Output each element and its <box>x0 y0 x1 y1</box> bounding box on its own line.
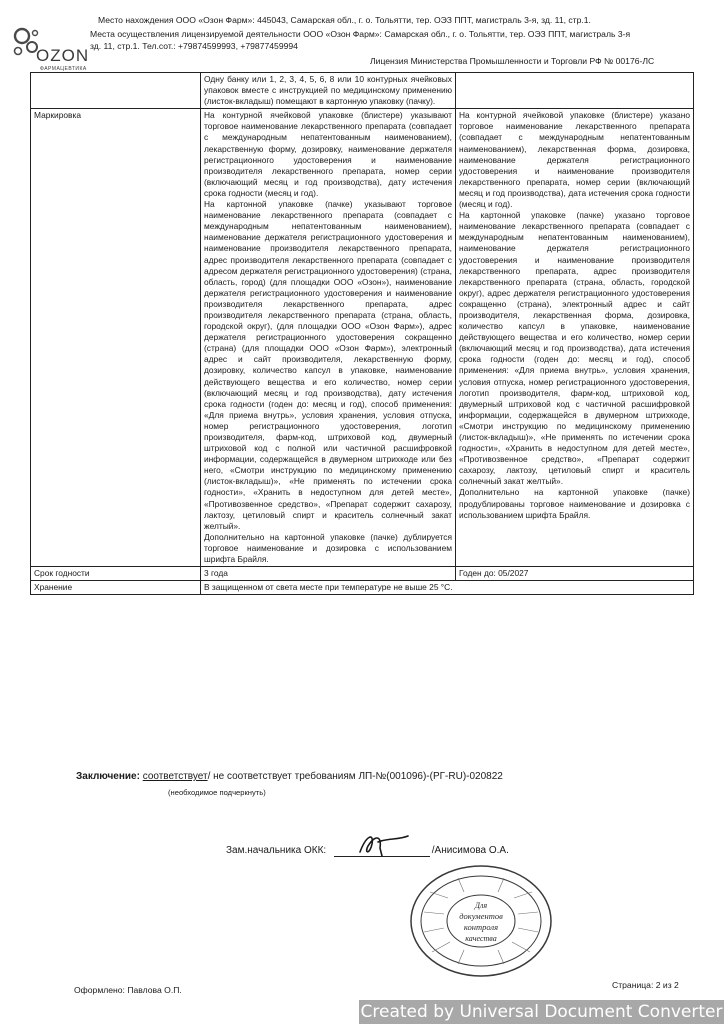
storage-label: Хранение <box>31 581 201 595</box>
marking-spec-paragraph: На контурной ячейковой упаковке (блистере) указывают торговое наименование лекарственного препарата (совпадает с международным непатентованным наименованием), лекарственную форму, дозировку, наименование держателя регистрационного удостоверения и наименование производителя лекарственного препарата, номер серии (включающий месяц и год производства), дату истечения срока годности (месяц и год). <box>204 110 452 198</box>
stamp-text-line: контроля <box>463 922 499 932</box>
packaging-spec-cell <box>201 73 456 109</box>
marking-actual-cell <box>456 109 694 567</box>
prepared-by: Оформлено: Павлова О.П. <box>74 985 182 995</box>
marking-actual-paragraph: Дополнительно на картонной упаковке (пачке) продублированы торговое наименование и дозировка с использованием шрифта Брайля. <box>459 487 690 520</box>
marking-actual-paragraph: На картонной упаковке (пачке) указано торговое наименование лекарственного препарата (совпадает с международным непатентованным наименованием), наименование держателя регистрационного удостоверения и наименование производителя лекарственного препарата, адрес производителя лекарственного препарата (страна, область, городской округ), адрес держателя регистрационного удостоверения сокращенно (страна), электронный адрес и сайт производителя, лекарственная форма, дозировка, количество капсул в упаковке, наименование действующего вещества и его количество, номер серии (включающий месяц и год производства), дата истечения срока годности (годен до: месяц и год), способ применения: «Для приема внутрь», условия хранения, условия отпуска, номер регистрационного удостоверения, логотип производителя, фарм-код, штриховой код, двумерный штриховой код с частичной расшифровкой информации, содержащейся в двумерном штрихкоде, «Смотри инструкцию по медицинскому применению (листок-вкладыш)», «Не применять по истечении срока годности», «Хранить в недоступном для детей месте», «Противозвенное средство», «Препарат содержит сахарозу, лактозу, цетиловый спирт и краситель солнечный закат желтый». <box>459 210 690 487</box>
specification-table <box>30 72 694 595</box>
signature-role: Зам.начальника ОКК: <box>226 845 327 856</box>
conclusion-hint: (необходимое подчеркнуть) <box>168 788 266 797</box>
handwritten-signature <box>352 826 412 860</box>
logo-subtitle: ФАРМАЦЕВТИКА <box>40 66 87 72</box>
stamp-text-line: качества <box>465 934 497 943</box>
table-row-storage <box>31 581 694 595</box>
marking-actual-paragraph: На контурной ячейковой упаковке (блистере) указано торговое наименование лекарственного препарата (совпадает с международным непатентованным наименованием), лекарственная форма, дозировка, наименование держателя регистрационного удостоверения и наименование производителя лекарственного препарата, номер серии (включающий месяц и год производства), дата истечения срока годности (месяц и год). <box>459 110 690 210</box>
conclusion-rest: / не соответствует требованиям ЛП-№(001096)-(РГ-RU)-020822 <box>207 771 503 782</box>
stamp-text-line: Для <box>474 901 488 910</box>
packaging-spec-text: Одну банку или 1, 2, 3, 4, 5, 6, 8 или 10 контурных ячейковых упаковок вместе с инструкцией по медицинскому применению (листок-вкладыш) помещают в картонную упаковку (пачку). <box>204 74 452 107</box>
shelf-life-spec: 3 года <box>201 567 456 581</box>
page-number: Страница: 2 из 2 <box>612 980 679 990</box>
marking-spec-cell <box>201 109 456 567</box>
shelf-life-actual: Годен до: 05/2027 <box>456 567 694 581</box>
converter-watermark-banner: Created by Universal Document Converter <box>360 1002 723 1022</box>
marking-spec-paragraph: Дополнительно на картонной упаковке (пачке) дублируется торговое наименование и дозировка с использованием шрифта Брайля. <box>204 531 452 565</box>
marking-label: Маркировка <box>31 109 201 567</box>
signature-name: /Анисимова О.А. <box>431 845 509 856</box>
marking-spec-paragraph: На картонной упаковке (пачке) указывают торговое наименование лекарственного препарата (совпадает с международным непатентованным наименованием), наименование держателя регистрационного удостоверения и наименование производителя лекарственного препарата, адрес производителя лекарственного препарата (совпадает с адресом держателя регистрационного удостоверения) (страна, область, город) (для площадки ООО «Озон»), наименование держателя регистрационного удостоверения и наименование производителя лекарственного препарата, адрес производителя лекарственного препарата (страна, область, городской округ), (для площадки ООО «Озон Фарм»), адрес держателя регистрационного удостоверения сокращенно (страна) (для площадки ООО «Озон Фарм»), электронный адрес и сайт производителя, лекарственную форму, дозировку, количество капсул в упаковке, наименование действующего вещества и его количество, номер серии (включающий месяц и год производства), дату истечения срока годности (годен до: месяц и год), способ применения: «Для приема внутрь», условия хранения, условия отпуска, номер регистрационного удостоверения, логотип производителя, фарм-код, штриховой код, двумерный штриховой код с полной или частичной расшифровкой информации, содержащейся в двумерном штрихкоде или без него, «Смотри инструкцию по медицинскому применению (листок-вкладыш)», «Не применять по истечении срока годности», «Хранить в недоступном для детей месте», «Противозвенное средство», «Препарат содержит сахарозу, лактозу, цетиловый спирт и краситель солнечный закат желтый». <box>204 199 452 531</box>
header-address-line-2: Места осуществления лицензируемой деятельности ООО «Озон Фарм»: Самарская обл., г. о. Тольятти, тер. ОЭЗ ППТ, магистраль 3-я <box>90 29 631 39</box>
logo-wordmark: OZON <box>36 46 90 65</box>
table-row-shelf-life <box>31 567 694 581</box>
stamp-text-line: документов <box>459 911 503 921</box>
header-address-line-1: Место нахождения ООО «Озон Фарм»: 445043, Самарская обл., г. о. Тольятти, тер. ОЭЗ ППТ, магистраль 3-я, зд. 11, стр.1. <box>98 15 591 25</box>
conclusion-label: Заключение: <box>76 771 140 782</box>
storage-value: В защищенном от света месте при температуре не выше 25 °С. <box>201 581 694 595</box>
header-license: Лицензия Министерства Промышленности и Торговли РФ № 00176-ЛС <box>370 56 655 66</box>
packaging-actual-cell <box>456 73 694 109</box>
header-address-line-3: зд. 11, стр.1. Тел.сот.: +79874599993, +79877459994 <box>90 41 298 51</box>
quality-control-stamp <box>408 862 554 980</box>
conclusion-complies: соответствует <box>142 771 208 782</box>
packaging-label-cell <box>31 73 201 109</box>
company-logo <box>10 26 90 76</box>
conclusion-line <box>76 771 503 782</box>
shelf-life-label: Срок годности <box>31 567 201 581</box>
table-row-packaging-cont <box>31 73 694 109</box>
table-row-marking <box>31 109 694 567</box>
